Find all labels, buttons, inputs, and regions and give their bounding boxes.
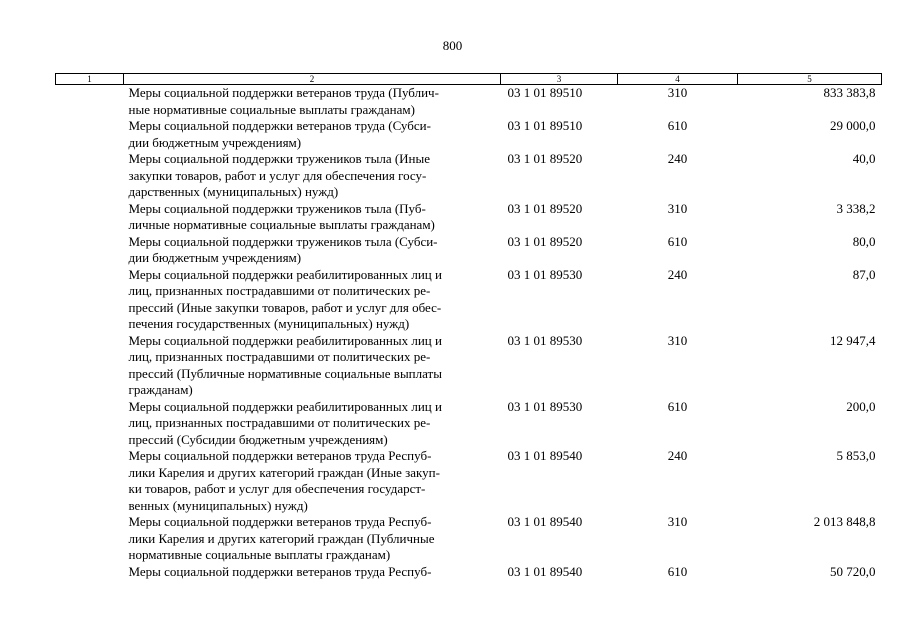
expense-name-line: личные нормативные социальные выплаты гражданам) [128, 217, 435, 232]
expense-type-cell: 610 [667, 118, 688, 133]
expense-name-line: Меры социальной поддержки реабилитированных лиц и [128, 266, 442, 282]
expense-name-cell [124, 564, 501, 581]
target-code-cell: 03 1 01 89530 [507, 398, 583, 414]
expense-type-cell: 240 [667, 151, 688, 166]
expense-type-cell: 310 [667, 514, 688, 529]
expense-name-line: закупки товаров, работ и услуг для обеспечения госу- [128, 167, 427, 183]
row-number-cell [56, 448, 124, 514]
page-number: 800 [442, 38, 463, 53]
expense-name-line: Меры социальной поддержки ветеранов труда Респуб- [128, 563, 432, 579]
expense-type-cell: 240 [667, 266, 688, 282]
column-header-4: 4 [618, 74, 738, 85]
expense-name-cell [124, 267, 501, 333]
row-number-cell [56, 514, 124, 564]
expense-type-cell: 310 [667, 200, 688, 216]
row-number-cell [56, 267, 124, 333]
expense-name-line: дарственных (муниципальных) нужд) [128, 184, 339, 199]
column-header-1: 1 [56, 74, 124, 85]
expense-name-line: Меры социальной поддержки тружеников тыла (Субси- [128, 233, 438, 249]
column-header-2: 2 [124, 74, 501, 85]
row-number-cell [56, 85, 124, 119]
table-row [56, 118, 882, 151]
expense-name-cell [124, 333, 501, 399]
target-code-cell: 03 1 01 89540 [507, 563, 583, 579]
row-number-cell [56, 399, 124, 449]
amount-cell: 87,0 [852, 266, 876, 282]
amount-cell: 40,0 [852, 151, 876, 166]
amount-cell: 80,0 [852, 233, 876, 249]
table-row [56, 333, 882, 399]
expense-name-cell [124, 514, 501, 564]
expense-name-cell [124, 118, 501, 151]
target-code-cell: 03 1 01 89530 [507, 266, 583, 282]
expense-name-line: венных (муниципальных) нужд) [128, 497, 308, 513]
target-code-cell: 03 1 01 89520 [507, 233, 583, 249]
expense-name-line: Меры социальной поддержки ветеранов труда (Субси- [128, 118, 431, 133]
expense-name-line: Меры социальной поддержки ветеранов труда Респуб- [128, 514, 432, 529]
expense-name-line: печения государственных (муниципальных) нужд) [128, 316, 410, 331]
expense-type-cell: 240 [667, 448, 688, 463]
expense-name-line: лики Карелия и других категорий граждан (Публичные [128, 530, 435, 546]
amount-cell: 200,0 [846, 398, 876, 414]
table-header [56, 74, 882, 85]
column-header-3: 3 [501, 74, 618, 85]
expense-name-cell [124, 85, 501, 119]
target-code-cell: 03 1 01 89540 [507, 514, 583, 529]
target-code-cell: 03 1 01 89520 [507, 200, 583, 216]
table-body [56, 85, 882, 581]
row-number-cell [56, 118, 124, 151]
column-header-5: 5 [738, 74, 882, 85]
expense-name-line: Меры социальной поддержки тружеников тыла (Иные [128, 151, 431, 166]
header-row [56, 74, 882, 85]
expense-name-line: лиц, признанных пострадавшими от политических ре- [128, 349, 431, 364]
expense-name-line: лики Карелия и других категорий граждан (Иные закуп- [128, 464, 440, 480]
expense-name-line: Меры социальной поддержки ветеранов труда (Публич- [128, 85, 439, 100]
row-number-cell [56, 564, 124, 581]
table-row [56, 267, 882, 333]
expense-name-line: прессий (Публичные нормативные социальные выплаты [128, 365, 442, 381]
table-row [56, 399, 882, 449]
expense-name-line: лиц, признанных пострадавшими от политических ре- [128, 283, 431, 298]
expense-name-cell [124, 234, 501, 267]
amount-cell: 2 013 848,8 [813, 514, 876, 529]
expense-name-line: Меры социальной поддержки реабилитированных лиц и [128, 398, 442, 414]
amount-cell: 3 338,2 [836, 200, 876, 216]
expense-type-cell: 310 [667, 332, 688, 348]
amount-cell: 5 853,0 [836, 448, 876, 463]
expense-name-line: Меры социальной поддержки реабилитированных лиц и [128, 332, 442, 348]
table-row [56, 201, 882, 234]
table-row [56, 564, 882, 581]
expense-type-cell: 610 [667, 563, 688, 579]
expense-name-line: лиц, признанных пострадавшими от политических ре- [128, 415, 431, 430]
expense-name-line: прессий (Субсидии бюджетным учреждениям) [128, 431, 388, 447]
amount-cell: 12 947,4 [830, 332, 876, 348]
target-code-cell: 03 1 01 89540 [507, 448, 583, 463]
expense-name-cell [124, 399, 501, 449]
row-number-cell [56, 333, 124, 399]
row-number-cell [56, 151, 124, 201]
table-row [56, 151, 882, 201]
target-code-cell: 03 1 01 89510 [507, 118, 583, 133]
expense-type-cell: 610 [667, 398, 688, 414]
row-number-cell [56, 234, 124, 267]
expense-name-line: прессий (Иные закупки товаров, работ и услуг для обес- [128, 299, 442, 315]
expense-name-line: Меры социальной поддержки ветеранов труда Респуб- [128, 448, 432, 463]
expense-name-line: Меры социальной поддержки тружеников тыла (Пуб- [128, 200, 426, 216]
table-row [56, 85, 882, 119]
target-code-cell: 03 1 01 89520 [507, 151, 583, 166]
expense-name-line: ные нормативные социальные выплаты гражданам) [128, 101, 415, 117]
expense-name-cell [124, 201, 501, 234]
expense-name-line: дии бюджетным учреждениям) [128, 134, 302, 150]
expense-name-line: нормативные социальные выплаты гражданам) [128, 547, 391, 562]
expense-name-line: ки товаров, работ и услуг для обеспечения государст- [128, 481, 426, 496]
table-row [56, 448, 882, 514]
expense-type-cell: 310 [667, 85, 688, 100]
amount-cell: 50 720,0 [830, 563, 876, 579]
table-row [56, 234, 882, 267]
expense-name-cell [124, 448, 501, 514]
expense-name-line: дии бюджетным учреждениям) [128, 250, 302, 265]
budget-table [55, 73, 882, 580]
target-code-cell: 03 1 01 89510 [507, 85, 583, 100]
expense-type-cell: 610 [667, 233, 688, 249]
row-number-cell [56, 201, 124, 234]
amount-cell: 833 383,8 [823, 85, 876, 100]
expense-name-cell [124, 151, 501, 201]
table-row [56, 514, 882, 564]
amount-cell: 29 000,0 [830, 118, 876, 133]
target-code-cell: 03 1 01 89530 [507, 332, 583, 348]
expense-name-line: гражданам) [128, 382, 193, 397]
